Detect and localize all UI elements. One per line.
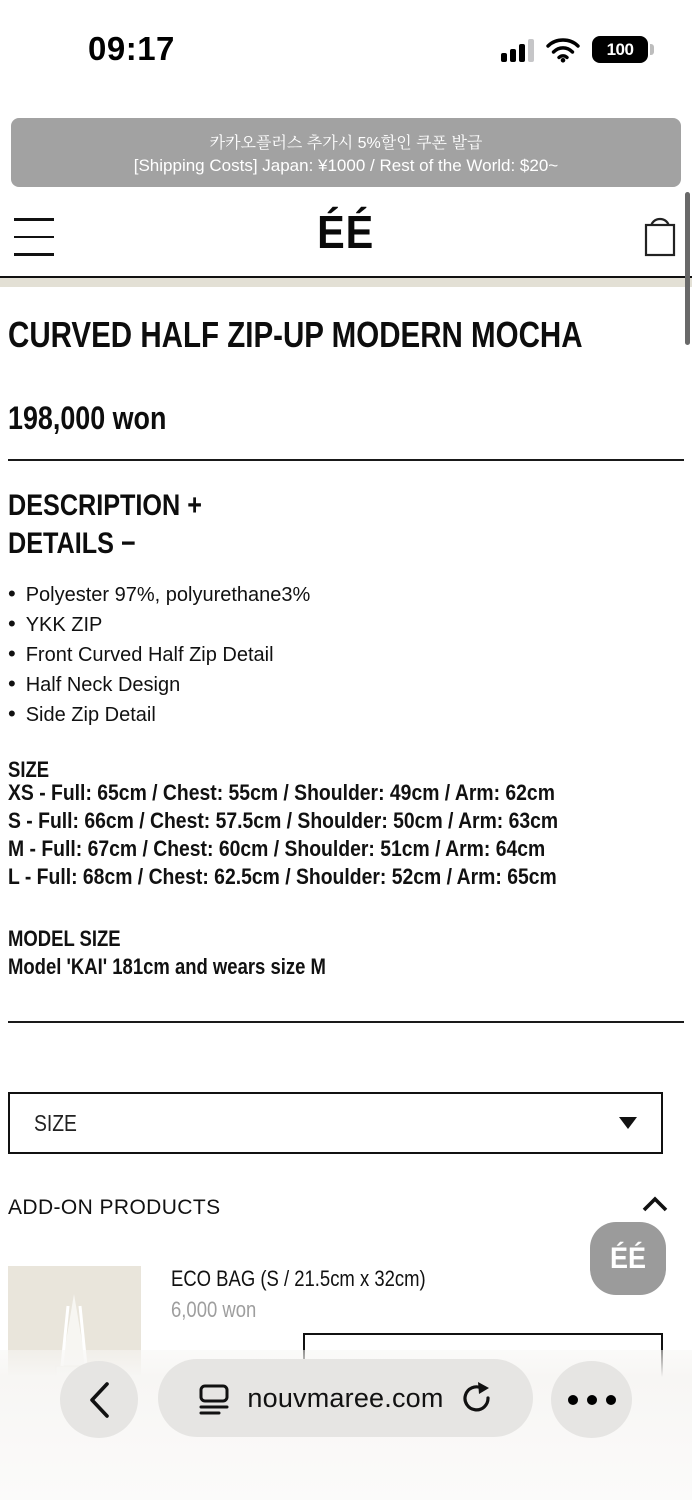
promo-banner-line2: [Shipping Costs] Japan: ¥1000 / Rest of the World: $20~: [133, 155, 559, 175]
details-toggle[interactable]: DETAILS −: [8, 527, 136, 560]
promo-banner-line1: 카카오플러스 추가시 5%할인 쿠폰 발급: [209, 134, 483, 152]
bullet-item: • Polyester 97%, polyurethane3%: [8, 579, 310, 609]
addon-name: ECO BAG (S / 21.5cm x 32cm): [171, 1266, 426, 1291]
address-bar[interactable]: [158, 1359, 533, 1437]
back-button[interactable]: [60, 1361, 138, 1438]
page-title: CURVED HALF ZIP-UP MODERN MOCHA: [8, 314, 583, 355]
product-price: 198,000 won: [8, 400, 167, 436]
size-row: S - Full: 66cm / Chest: 57.5cm / Shoulder: 50cm / Arm: 63cm: [8, 808, 559, 833]
model-size-heading: MODEL SIZE: [8, 926, 121, 951]
ellipsis-icon: [568, 1395, 616, 1405]
bullet-item: • Half Neck Design: [8, 669, 310, 699]
reload-icon[interactable]: [460, 1380, 494, 1416]
divider: [8, 1021, 684, 1023]
url-text: nouvmaree.com: [247, 1382, 444, 1413]
scroll-top-label: ÉÉ: [609, 1241, 647, 1275]
more-button[interactable]: [551, 1361, 632, 1438]
size-select-label: SIZE: [34, 1109, 77, 1136]
product-image-edge: [0, 278, 692, 287]
bullet-item: • YKK ZIP: [8, 609, 310, 639]
promo-banner[interactable]: [11, 118, 681, 187]
model-size-info: Model 'KAI' 181cm and wears size M: [8, 954, 326, 979]
size-row: M - Full: 67cm / Chest: 60cm / Shoulder: 51cm / Arm: 64cm: [8, 836, 546, 861]
divider: [8, 459, 684, 461]
size-row: L - Full: 68cm / Chest: 62.5cm / Shoulder: 52cm / Arm: 65cm: [8, 864, 557, 889]
size-select[interactable]: [8, 1092, 663, 1154]
status-icons: [501, 36, 648, 63]
addon-price: 6,000 won: [171, 1297, 257, 1322]
bullet-item: • Front Curved Half Zip Detail: [8, 639, 310, 669]
battery-icon: [592, 36, 648, 63]
wifi-icon: [546, 37, 580, 63]
details-bullet-list: [8, 579, 310, 729]
chevron-up-icon[interactable]: [640, 1194, 672, 1222]
battery-level: 100: [606, 39, 634, 59]
size-row: XS - Full: 65cm / Chest: 55cm / Shoulder: 49cm / Arm: 62cm: [8, 780, 555, 805]
size-table: [8, 779, 633, 891]
status-time: 09:17: [88, 30, 175, 67]
description-toggle[interactable]: DESCRIPTION +: [8, 489, 202, 522]
bullet-item: • Side Zip Detail: [8, 699, 310, 729]
addons-heading: ADD-ON PRODUCTS: [8, 1196, 221, 1219]
caret-down-icon: [619, 1117, 637, 1129]
page-settings-icon[interactable]: [197, 1381, 231, 1415]
cellular-signal-icon: [501, 38, 534, 62]
cart-bag-icon[interactable]: [640, 212, 680, 262]
size-heading: SIZE: [8, 757, 50, 782]
scroll-top-button[interactable]: [590, 1222, 666, 1295]
browser-toolbar: [0, 1358, 692, 1438]
brand-logo[interactable]: ÉÉ: [317, 206, 375, 258]
